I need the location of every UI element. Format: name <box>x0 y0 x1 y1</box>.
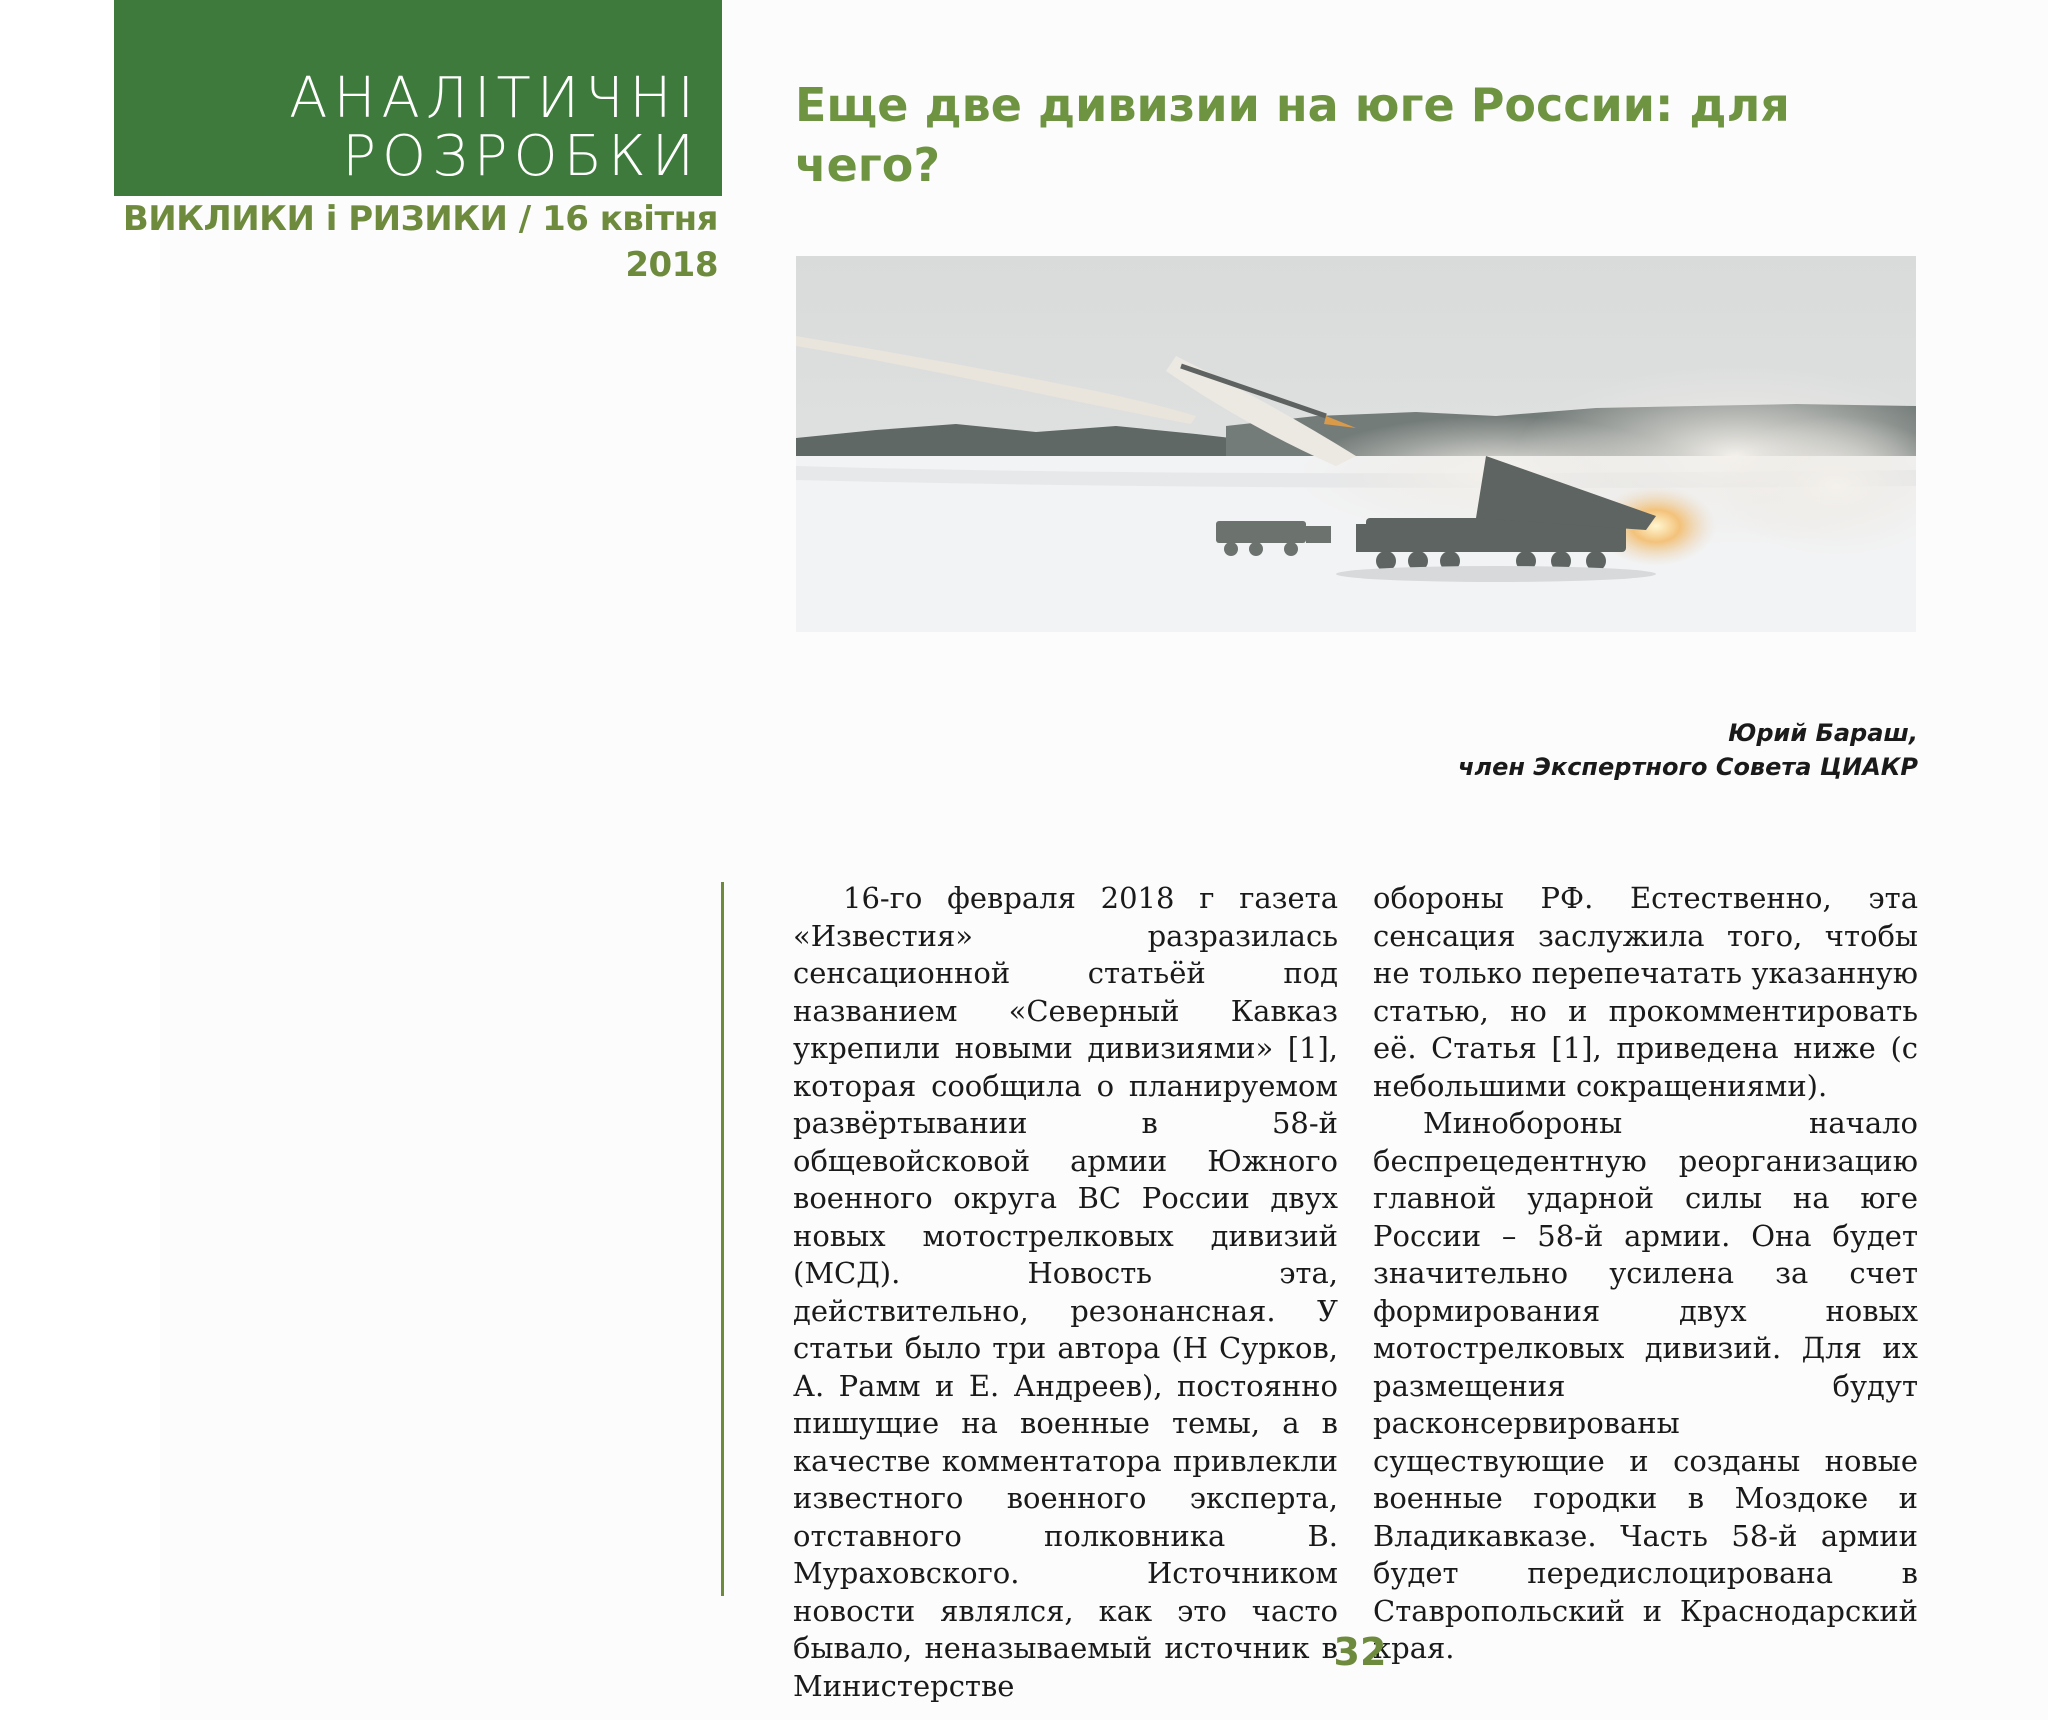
author-byline <box>1458 716 1918 784</box>
article-title: Еще две дивизии на юге России: для чего? <box>795 78 1790 192</box>
article-paragraph: Минобороны начало беспрецедентную реорганизацию главной ударной силы на юге России – 58-й армии. Она будет значительно усилена за счет формирования двух новых мотострелковых дивизий. Для их размещения будут расконсервированы существующие и созданы новые военные городки в Моздоке и Владикавказе. Часть 58-й армии будет передислоцирована в Ставропольский и Краснодарский края. <box>1373 1106 1918 1665</box>
page-number: 32 <box>1333 1630 1387 1674</box>
column-divider-line <box>721 882 724 1596</box>
author-role: член Экспертного Совета ЦИАКР <box>1458 753 1918 781</box>
article-column-1 <box>793 880 1338 1705</box>
article-column-2 <box>1373 880 1918 1668</box>
article-paragraph: 16-го февраля 2018 г газета «Известия» разразилась сенсационной статьёй под названием «Северный Кавказ укрепили новыми дивизиями» [1], которая сообщила о планируемом развёртывании в 58-й общевойсковой армии Южного военного округа ВС России двух новых мотострелковых дивизий (МСД). Новость эта, действительно, резонансная. У статьи было три автора (Н Сурков, А. Рамм и Е. Андреев), постоянно пишущие на военные темы, а в качестве комментатора привлекли известного военного эксперта, отставного полковника В. Мураховского. Источником новости являлся, как это часто бывало, неназываемый источник в Министерстве <box>793 881 1338 1703</box>
article-photo <box>796 256 1916 632</box>
section-title <box>289 66 700 189</box>
section-title-line-2: РОЗРОБКИ <box>342 124 700 189</box>
article-paragraph-continuation: обороны РФ. Естественно, эта сенсация заслужила того, чтобы не только перепечатать указанную статью, но и прокомментировать её. Статья [1], приведена ниже (с небольшими сокращениями). <box>1373 881 1918 1103</box>
issue-line: ВИКЛИКИ і РИЗИКИ / 16 квітня 2018 <box>122 199 718 285</box>
author-name: Юрий Бараш, <box>1728 719 1918 747</box>
section-header-block <box>114 0 722 196</box>
section-title-line-1: АНАЛІТИЧНІ <box>289 66 700 131</box>
